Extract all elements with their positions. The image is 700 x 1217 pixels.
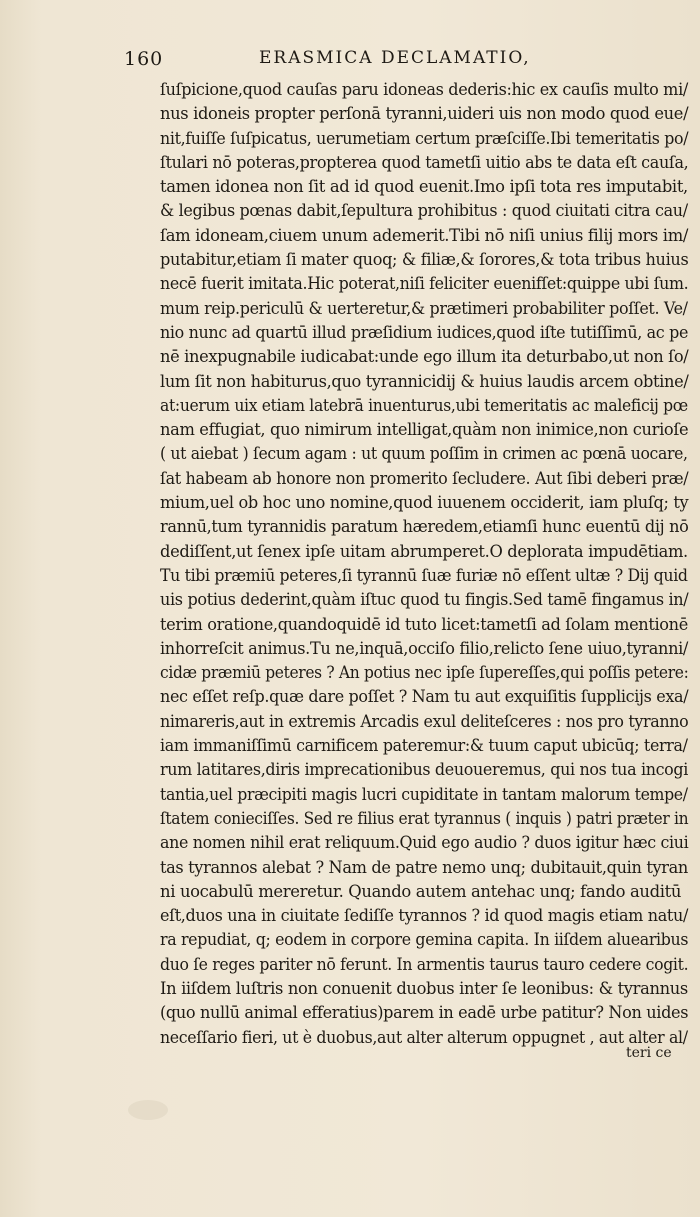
text-line: nimareris,aut in extremis Arcadis exul deliteſceres : nos pro tyranno — [160, 711, 689, 731]
text-line: nē inexpugnabile iudicabat:unde ego illum ita deturbabo,ut non ſo/ — [160, 347, 689, 367]
text-line: rum latitares,diris imprecationibus deuoueremus, qui nos tua incogi — [160, 760, 689, 780]
text-line: ſat habeam ab honore non promerito ſecludere. Aut ſibi deberi præ/ — [160, 468, 689, 488]
text-line: uis potius dederint,quàm iſtuc quod tu fingis.Sed tamē fingamus in/ — [160, 590, 689, 610]
text-line: Tu tibi præmiū peteres,ſi tyrannū ſuæ furiæ nō eſſent ultæ ? Dij quid — [160, 565, 688, 585]
text-line: In iiſdem luſtris non conuenit duobus inter ſe leonibus: & tyrannus — [160, 978, 688, 998]
text-line: nio nunc ad quartū illud præſidium iudices,quod iſte tutiſſimū, ac pe — [160, 322, 689, 342]
text-line: inhorreſcit animus.Tu ne,inquā,occiſo filio,relicto ſene uiuo,tyranni/ — [160, 638, 689, 658]
text-line: tantia,uel præcipiti magis lucri cupiditate in tantam malorum tempe/ — [160, 784, 688, 804]
text-line: & legibus pœnas dabit,ſepultura prohibitus : quod ciuitati citra cau/ — [160, 201, 688, 221]
text-line: lum ſit non habiturus,quo tyrannicidij & huius laudis arcem obtine/ — [160, 371, 689, 391]
text-line: ( ut aiebat ) ſecum agam : ut quum poſſim in crimen ac pœnā uocare, — [160, 444, 688, 464]
text-line: ni uocabulū mereretur. Quando autem antehac unq; fando auditū — [160, 881, 682, 901]
text-line: cidæ præmiū peteres ? An potius nec ipſe ſupereſſes,qui poſſis petere: — [160, 663, 689, 683]
text-line: putabitur,etiam ſi mater quoq; & filiæ,& ſorores,& tota tribus huius — [160, 250, 689, 270]
paper-stain — [128, 1100, 168, 1120]
text-line: eſt,duos una in ciuitate ſediſſe tyrannos ? id quod magis etiam natu/ — [160, 906, 689, 926]
folio-number: 160 — [124, 48, 164, 70]
text-line: terim oratione,quandoquidē id tuto licet:tametſi ad ſolam mentionē — [160, 614, 688, 634]
running-head: ERASMICA DECLAMATIO, — [259, 48, 531, 68]
text-line: necē fuerit imitata.Hic poterat,niſi feliciter euenifſet:quippe ubi ſum. — [160, 274, 689, 294]
text-line: ra repudiat, q; eodem in corpore gemina capita. In iiſdem aluearibus — [160, 930, 689, 950]
text-line: dediſſent,ut ſenex ipſe uitam abrumperet.O deplorata impudētiam. — [160, 541, 688, 561]
text-line: tas tyrannos alebat ? Nam de patre nemo unq; dubitauit,quin tyran — [160, 857, 688, 877]
text-line: mum reip.periculū & uerteretur,& prætimeri probabiliter poſſet. Ve/ — [160, 298, 688, 318]
text-line: nus idoneis propter perſonā tyranni,uideri uis non modo quod eue/ — [160, 104, 689, 124]
text-line: nam effugiat, quo nimirum intelligat,quàm non inimice,non curioſe — [160, 420, 689, 440]
text-line: neceſſario fieri, ut è duobus,aut alter alterum oppugnet , aut alter al/ — [160, 1027, 688, 1047]
text-line: ane nomen nihil erat reliquum.Quid ego audio ? duos igitur hæc ciui — [160, 833, 689, 853]
text-line: ſtatem conieciſſes. Sed re filius erat tyrannus ( inquis ) patri præter in — [160, 808, 689, 828]
page-header — [124, 48, 554, 78]
text-line: nit,fuiſſe ſuſpicatus, uerumetiam certum præſciſſe.Ibi temeritatis po/ — [160, 128, 689, 148]
body-text — [160, 78, 688, 1050]
text-line: rannū,tum tyrannidis paratum hæredem,etiamſi hunc euentū dij nō — [160, 517, 689, 537]
catchword: teri ce — [626, 1045, 672, 1061]
text-line: ſuſpicione,quod cauſas paru idoneas dederis:hic ex cauſis multo mi/ — [160, 80, 688, 99]
text-line: ſam idoneam,ciuem unum ademerit.Tibi nō niſi unius filij mors im/ — [160, 225, 689, 245]
text-line: ſtulari nō poteras,propterea quod tametſi uitio abs te data eſt cauſa, — [160, 152, 689, 172]
text-line: (quo nullū animal efferatius)parem in eadē urbe patitur? Non uides — [160, 1003, 689, 1023]
text-line: mium,uel ob hoc uno nomine,quod iuuenem occiderit, iam pluſq; ty — [160, 493, 689, 513]
text-line: tamen idonea non ſit ad id quod euenit.Imo ipſi tota res imputabit, — [160, 177, 688, 197]
text-line: iam immaniſſimū carnificem pateremur:& tuum caput ubicūq; terra/ — [160, 736, 688, 756]
text-line: nec eſſet reſp.quæ dare poſſet ? Nam tu aut exquiſitis ſupplicijs exa/ — [160, 687, 689, 707]
text-line: duo ſe reges pariter nō ferunt. In armentis taurus tauro cedere cogit. — [160, 954, 689, 974]
text-line: at:uerum uix etiam latebrā inuenturus,ubi temeritatis ac maleficij pœ — [160, 395, 688, 415]
